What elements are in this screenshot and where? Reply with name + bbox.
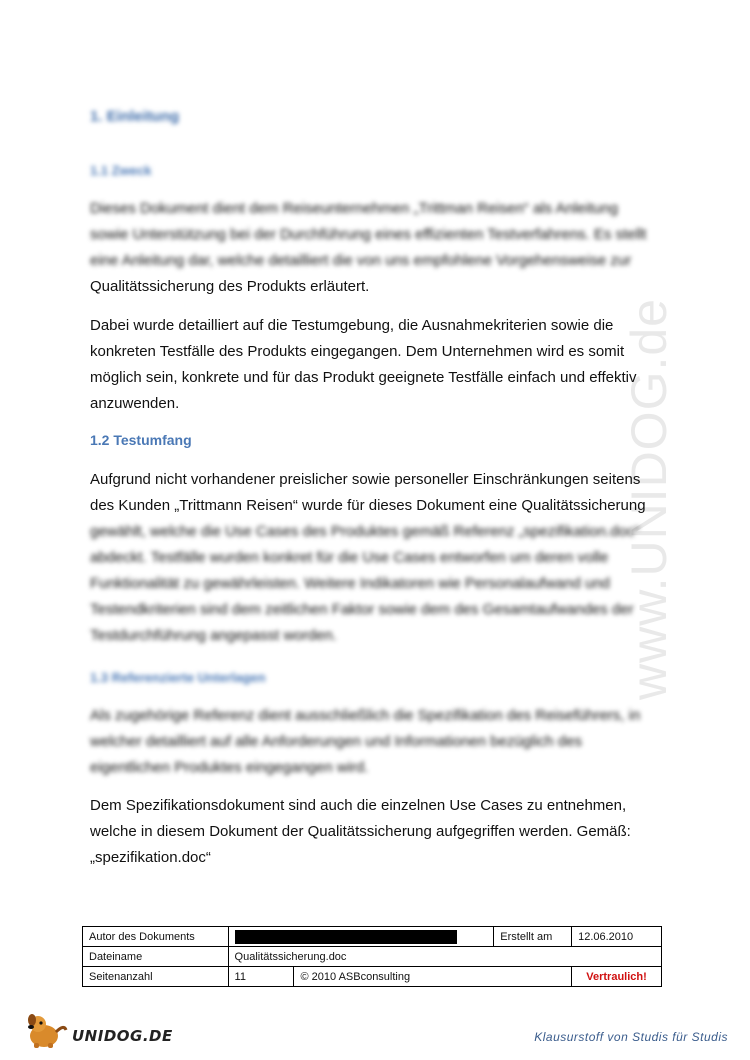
heading-introduction: 1. Einleitung <box>90 108 180 125</box>
text-line: Testendkriterien sind dem zeitlichen Faktor sowie dem des Gesamtaufwandes der <box>90 601 634 618</box>
filename-value: Qualitätssicherung.doc <box>228 947 661 967</box>
table-row <box>83 927 662 947</box>
text-line: des Kunden „Trittmann Reisen“ wurde für dieses Dokument eine Qualitätssicherung <box>90 497 646 514</box>
heading-purpose: 1.1 Zweck <box>90 163 152 178</box>
text-line: möglich sein, konkrete und für das Produkt geeignete Testfälle einfach und effektiv <box>90 369 637 386</box>
pages-label: Seitenanzahl <box>83 967 229 987</box>
author-label: Autor des Dokuments <box>83 927 229 947</box>
redacted-bar <box>235 930 457 944</box>
document-info-table <box>82 926 662 987</box>
text-line: konkreten Testfälle des Produkts eingegangen. Dem Unternehmen wird es somit <box>90 343 625 360</box>
dog-icon <box>22 1014 70 1050</box>
watermark: www.UNIDOG.de <box>621 298 677 700</box>
heading-test-scope: 1.2 Testumfang <box>90 432 192 448</box>
footer-claim: Klausurstoff von Studis für Studis <box>534 1030 728 1044</box>
created-label: Erstellt am <box>494 927 572 947</box>
text-line: gewählt, welche die Use Cases des Produktes gemäß Referenz „spezifikation.doc“ <box>90 523 640 540</box>
author-value <box>228 927 494 947</box>
text-line: „spezifikation.doc“ <box>90 849 211 866</box>
created-value: 12.06.2010 <box>572 927 662 947</box>
table-row <box>83 947 662 967</box>
text-line: abdeckt. Testfälle wurden konkret für die Use Cases entworfen um deren volle <box>90 549 609 566</box>
text-line: Dieses Dokument dient dem Reiseunternehmen „Trittman Reisen“ als Anleitung <box>90 200 619 217</box>
text-line: Aufgrund nicht vorhandener preislicher sowie personeller Einschränkungen seitens <box>90 471 641 488</box>
text-line: Funktionalität zu gewährleisten. Weitere Indikatoren wie Personalaufwand und <box>90 575 611 592</box>
text-line: Testdurchführung angepasst worden. <box>90 627 337 644</box>
paragraph-references-2 <box>90 793 670 871</box>
confidential-label: Vertraulich! <box>572 967 662 987</box>
paragraph-test-scope <box>90 467 670 649</box>
text-line: Als zugehörige Referenz dient ausschließlich die Spezifikation des Reiseführers, in <box>90 707 641 724</box>
filename-label: Dateiname <box>83 947 229 967</box>
paragraph-purpose-2 <box>90 313 670 417</box>
text-line: anzuwenden. <box>90 395 180 412</box>
text-line: Dabei wurde detailliert auf die Testumgebung, die Ausnahmekriterien sowie die <box>90 317 614 334</box>
paragraph-references-1 <box>90 703 670 781</box>
table-row <box>83 967 662 987</box>
paragraph-purpose-1 <box>90 196 670 300</box>
pages-value: 11 <box>228 967 294 987</box>
unidog-logo[interactable] <box>22 1014 173 1050</box>
text-line: welcher detailliert auf alle Anforderungen und Informationen bezüglich des <box>90 733 582 750</box>
logo-text: UNIDOG.DE <box>72 1027 173 1045</box>
text-line: eine Anleitung dar, welche detailliert die von uns empfohlene Vorgehensweise zur <box>90 252 632 269</box>
heading-referenced-documents: 1.3 Referenzierte Unterlagen <box>90 670 266 685</box>
copyright-text: © 2010 ASBconsulting <box>294 967 572 987</box>
text-line: Qualitätssicherung des Produkts erläutert. <box>90 278 370 295</box>
text-line: Dem Spezifikationsdokument sind auch die einzelnen Use Cases zu entnehmen, <box>90 797 627 814</box>
text-line: eigentlichen Produktes eingegangen wird. <box>90 759 369 776</box>
text-line: welche in diesem Dokument der Qualitätssicherung aufgegriffen werden. Gemäß: <box>90 823 631 840</box>
text-line: sowie Unterstützung bei der Durchführung eines effizienten Testverfahrens. Es stellt <box>90 226 647 243</box>
